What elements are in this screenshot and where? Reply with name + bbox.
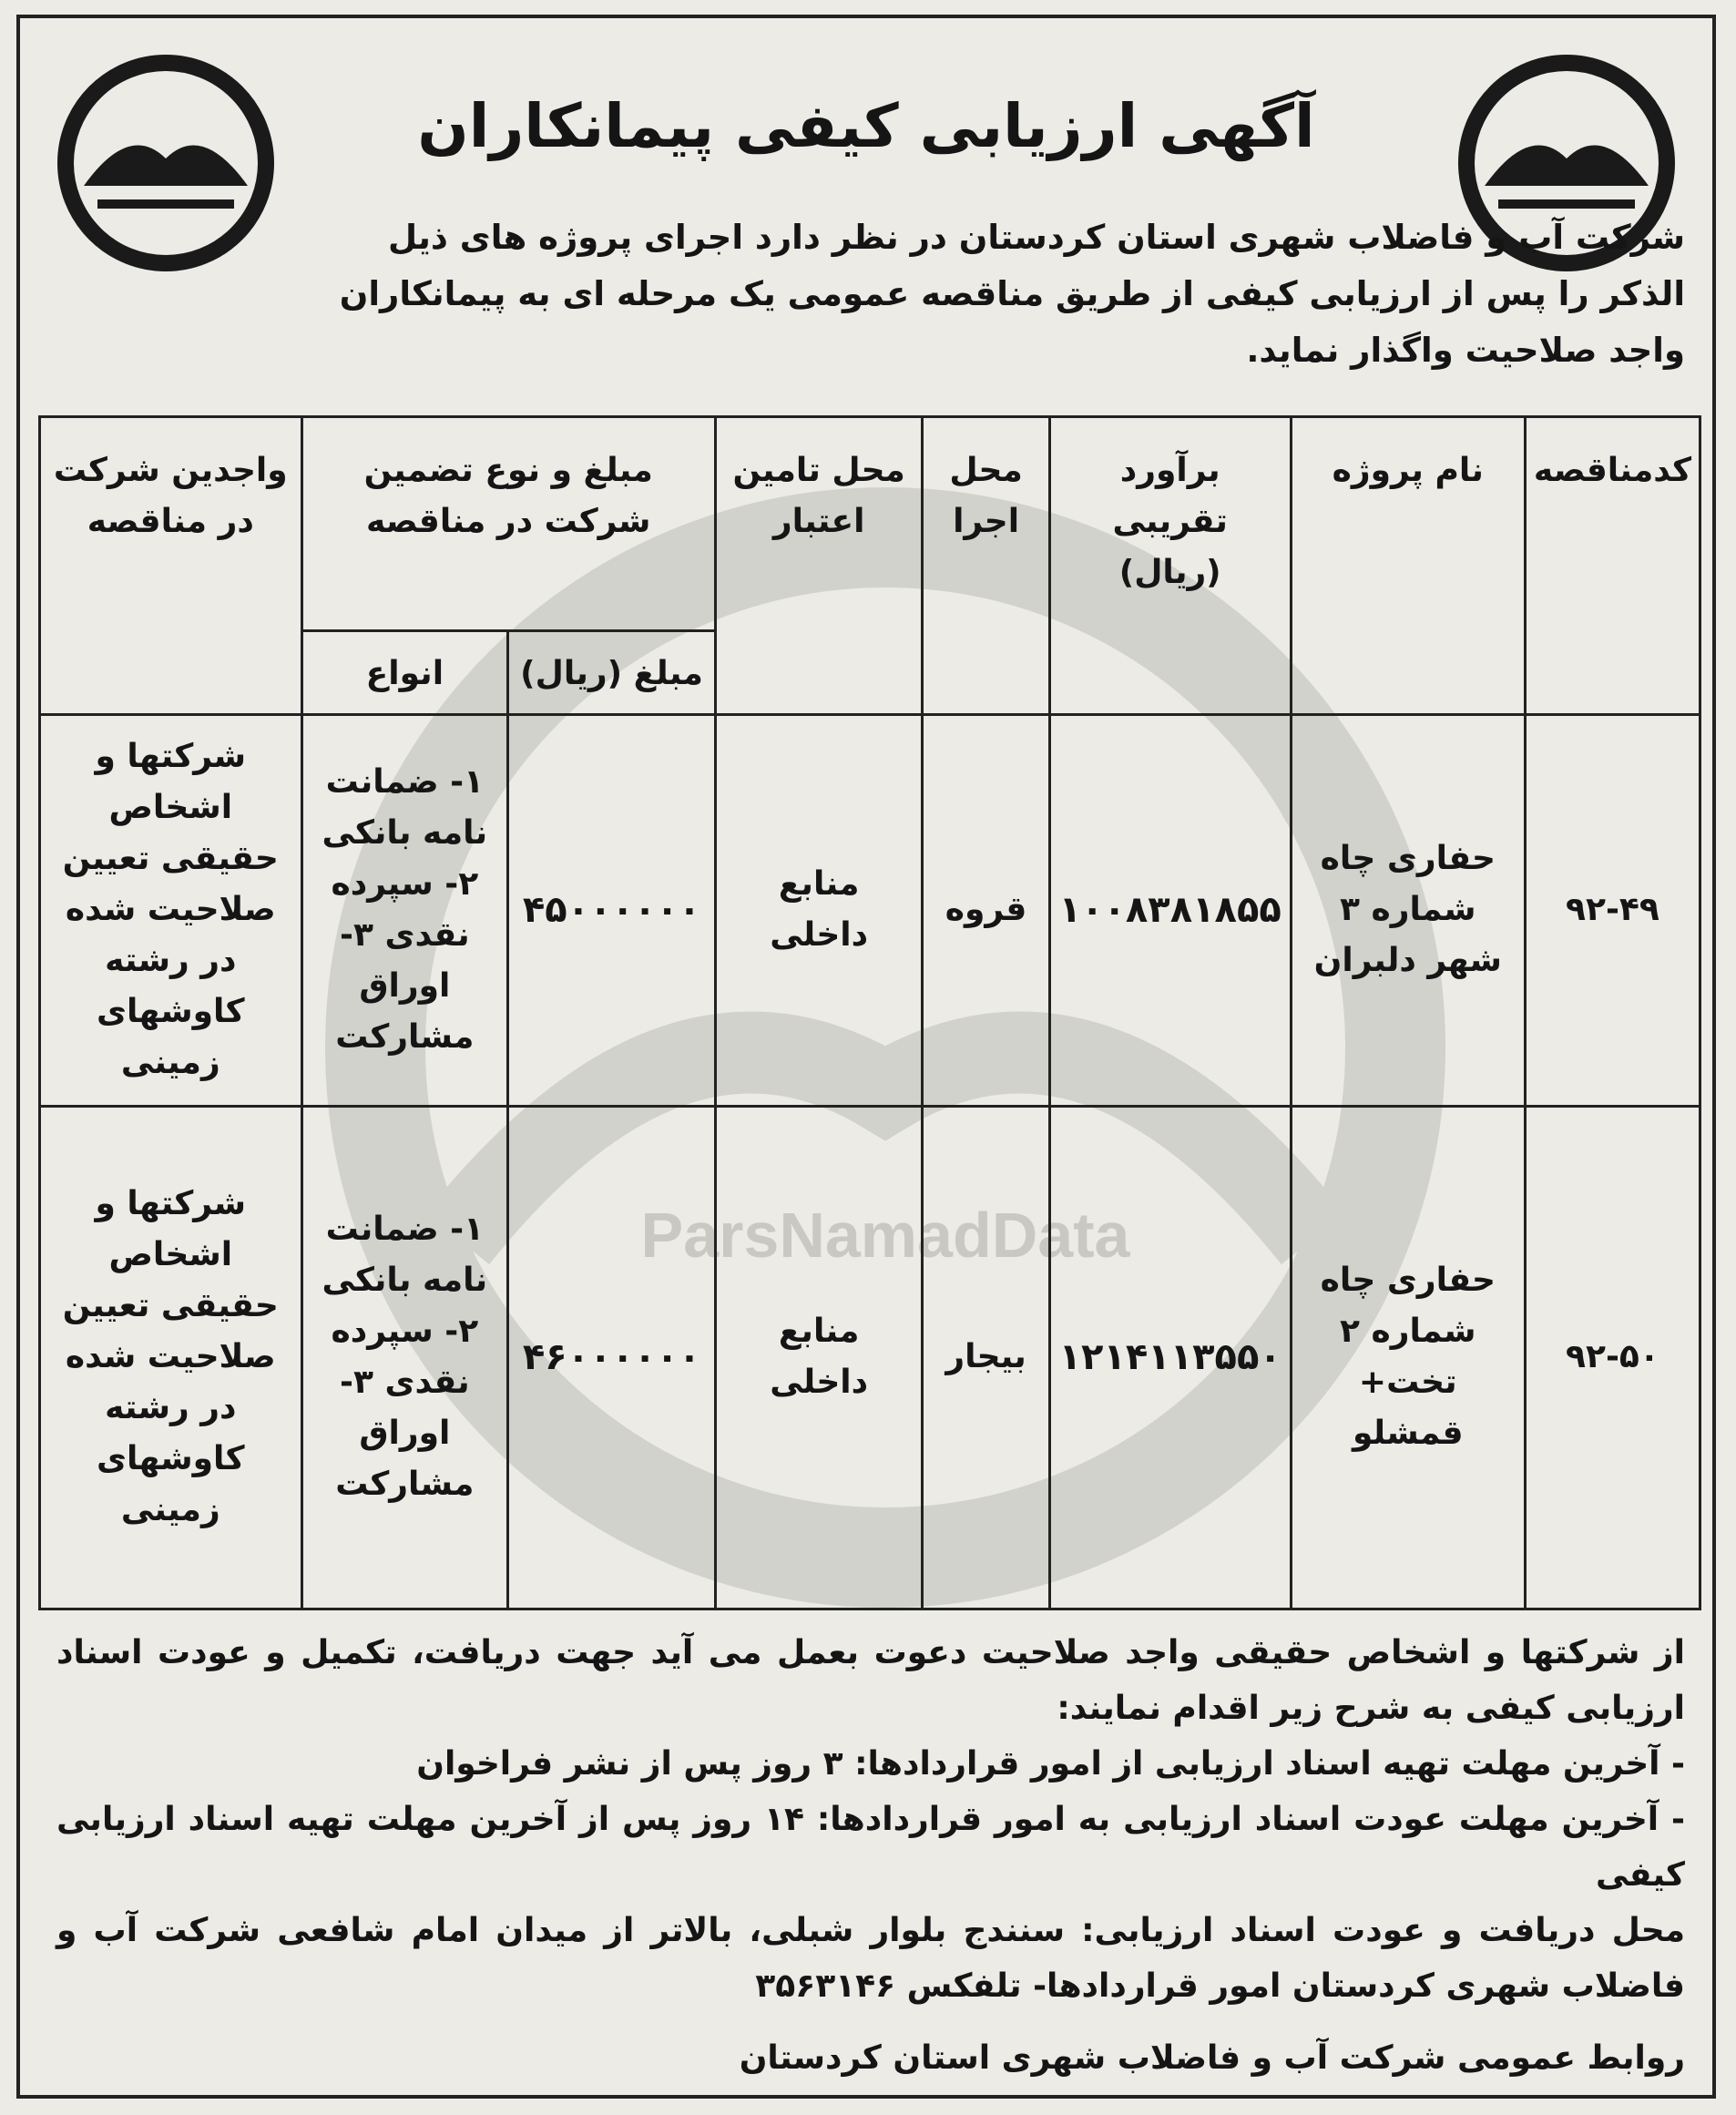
table-header-row xyxy=(40,417,1700,631)
header-code: کدمناقصه xyxy=(1525,417,1700,715)
header-project: نام پروژه xyxy=(1291,417,1525,715)
tender-table xyxy=(38,415,1701,1610)
cell-types: ۱- ضمانت نامه بانکی ۲- سپرده نقدی ۳- اوراق مشارکت xyxy=(301,1106,508,1609)
cell-project: حفاری چاه شماره ۳ شهر دلبران xyxy=(1291,715,1525,1107)
cell-estimate: ۱۰۰۸۳۸۱۸۵۵ xyxy=(1049,715,1291,1107)
page-title: آگهی ارزیابی کیفی پیمانکاران xyxy=(417,91,1315,161)
header-eligible: واجدین شرکت در مناقصه xyxy=(40,417,302,715)
footer-section xyxy=(56,1625,1685,2086)
advertisement-page xyxy=(16,15,1716,2099)
header-types: انواع xyxy=(301,631,508,715)
cell-funding: منابع داخلی xyxy=(715,1106,923,1609)
invite-text: از شرکتها و اشخاص حقیقی واجد صلاحیت دعوت بعمل می آید جهت دریافت، تکمیل و عودت اسناد ارزیابی کیفی به شرح زیر اقدام نمایند: xyxy=(56,1634,1685,1727)
intro-paragraph: شرکت آب و فاضلاب شهری استان کردستان در نظر دارد اجرای پروژه های ذیل الذکر را پس از ارزیابی کیفی از طریق مناقصه عمومی یک مرحله ای به پیمانکاران واجد صلاحیت واگذار نماید. xyxy=(339,218,1685,370)
cell-code: ۹۲-۵۰ xyxy=(1525,1106,1700,1609)
signature: روابط عمومی شرکت آب و فاضلاب شهری استان کردستان xyxy=(739,2039,1685,2077)
cell-amount: ۴۶۰۰۰۰۰۰ xyxy=(508,1106,716,1609)
address-text: محل دریافت و عودت اسناد ارزیابی: سنندج بلوار شبلی، بالاتر از میدان امام شافعی شرکت آب و فاضلاب شهری کردستان امور قراردادها- تلفکس ۳۵۶۳۱۴۶ xyxy=(56,1912,1685,2005)
deadline-purchase: - آخرین مهلت تهیه اسناد ارزیابی از امور قراردادها: ۳ روز پس از نشر فراخوان xyxy=(416,1745,1685,1783)
header-estimate: برآورد تقریبی (ریال) xyxy=(1049,417,1291,715)
cell-amount: ۴۵۰۰۰۰۰۰ xyxy=(508,715,716,1107)
header-guarantee: مبلغ و نوع تضمین شرکت در مناقصه xyxy=(301,417,715,631)
cell-location: بیجار xyxy=(923,1106,1049,1609)
cell-eligible: شرکتها و اشخاص حقیقی تعیین صلاحیت شده در رشته کاوشهای زمینی xyxy=(40,1106,302,1609)
cell-code: ۹۲-۴۹ xyxy=(1525,715,1700,1107)
cell-eligible: شرکتها و اشخاص حقیقی تعیین صلاحیت شده در رشته کاوشهای زمینی xyxy=(40,715,302,1107)
header-amount: مبلغ (ریال) xyxy=(508,631,716,715)
header-funding: محل تامین اعتبار xyxy=(715,417,923,715)
cell-types: ۱- ضمانت نامه بانکی ۲- سپرده نقدی ۳- اوراق مشارکت xyxy=(301,715,508,1107)
cell-funding: منابع داخلی xyxy=(715,715,923,1107)
cell-project: حفاری چاه شماره ۲ تخت+ قمشلو xyxy=(1291,1106,1525,1609)
table-row xyxy=(40,1106,1700,1609)
header-location: محل اجرا xyxy=(923,417,1049,715)
cell-estimate: ۱۲۱۴۱۱۳۵۵۰ xyxy=(1049,1106,1291,1609)
company-logo-left xyxy=(47,49,284,277)
table-row xyxy=(40,715,1700,1107)
cell-location: قروه xyxy=(923,715,1049,1107)
watermark-text: ParsNamadData xyxy=(640,1200,1130,1271)
deadline-return: - آخرین مهلت عودت اسناد ارزیابی به امور قراردادها: ۱۴ روز پس از آخرین مهلت تهیه اسناد ارزیابی کیفی xyxy=(56,1801,1685,1894)
